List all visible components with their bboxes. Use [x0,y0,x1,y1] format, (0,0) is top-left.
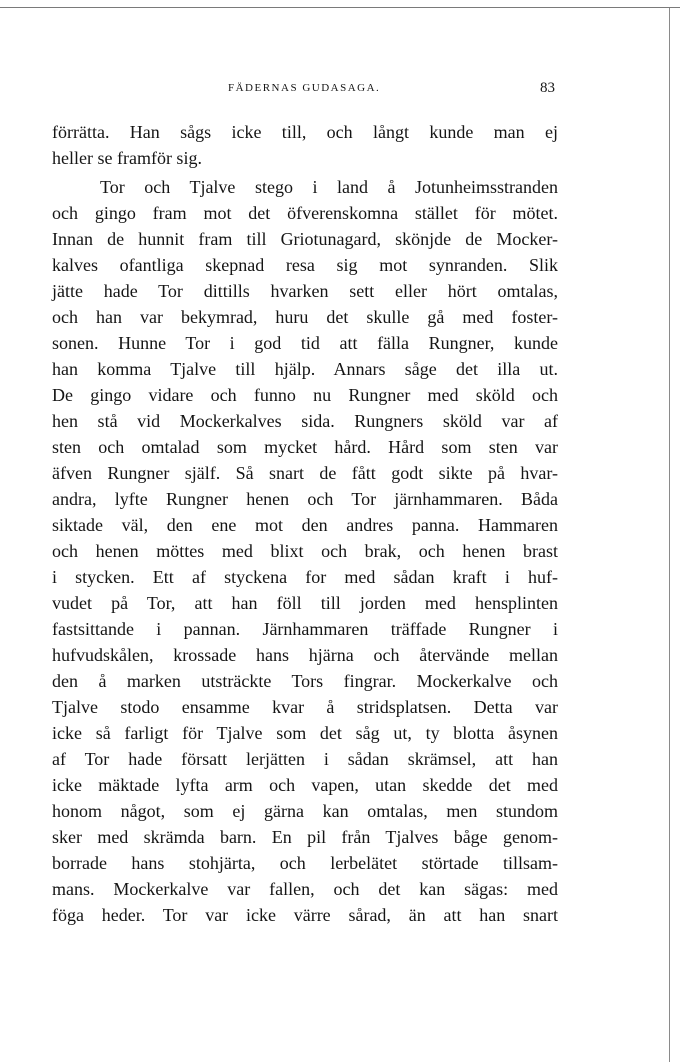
text-line-16: siktade väl, den ene mot den andres panna. Hammaren [52,515,558,535]
text-line-14: äfven Rungner själf. Så snart de fått godt sikte på hvar- [52,463,558,483]
text-line-1: förrätta. Han sågs icke till, och långt kunde man ej [52,122,558,142]
text-line-28: sker med skrämda barn. En pil från Tjalves båge genom- [52,827,558,847]
text-line-18: i stycken. Ett af styckena for med sådan kraft i huf- [52,567,558,587]
text-line-26: icke mäktade lyfta arm och vapen, utan skedde det med [52,775,558,795]
text-line-11: De gingo vidare och funno nu Rungner med sköld och [52,385,558,405]
text-line-2: heller se framför sig. [52,148,202,168]
text-line-19: vudet på Tor, att han föll till jorden med hensplinten [52,593,558,613]
running-head [0,80,680,104]
text-line-31: föga heder. Tor var icke värre sårad, än att han snart [52,905,558,925]
running-title: FÄDERNAS GUDASAGA. [228,82,381,94]
text-line-24: icke så farligt för Tjalve som det såg ut, ty blotta åsynen [52,723,558,743]
text-line-15: andra, lyfte Rungner henen och Tor järnhammaren. Båda [52,489,558,509]
scan-right-border [669,8,670,1062]
text-line-7: jätte hade Tor dittills hvarken sett eller hört omtalas, [52,281,558,301]
text-line-12: hen stå vid Mockerkalves sida. Rungners sköld var af [52,411,558,431]
text-line-13: sten och omtalad som mycket hård. Hård som sten var [52,437,558,457]
text-line-20: fastsittande i pannan. Järnhammaren träffade Rungner i [52,619,558,639]
text-line-9: sonen. Hunne Tor i god tid att fälla Rungner, kunde [52,333,558,353]
text-line-25: af Tor hade försatt lerjätten i sådan skrämsel, att han [52,749,558,769]
text-line-4: och gingo fram mot det öfverenskomna stället för mötet. [52,203,558,223]
text-line-30: mans. Mockerkalve var fallen, och det kan sägas: med [52,879,558,899]
text-line-5: Innan de hunnit fram till Griotunagard, skönjde de Mocker- [52,229,558,249]
text-line-21: hufvudskålen, krossade hans hjärna och återvände mellan [52,645,558,665]
text-line-6: kalves ofantliga skepnad resa sig mot synranden. Slik [52,255,558,275]
text-line-23: Tjalve stodo ensamme kvar å stridsplatsen. Detta var [52,697,558,717]
scan-top-border [0,7,680,8]
text-line-27: honom något, som ej gärna kan omtalas, men stundom [52,801,558,821]
text-line-8: och han var bekymrad, huru det skulle gå med foster- [52,307,558,327]
text-line-3: Tor och Tjalve stego i land å Jotunheimsstranden [100,177,558,197]
page-number: 83 [540,80,555,96]
text-line-10: han komma Tjalve till hjälp. Annars såge det illa ut. [52,359,558,379]
text-line-17: och henen möttes med blixt och brak, och henen brast [52,541,558,561]
text-line-22: den å marken utsträckte Tors fingrar. Mockerkalve och [52,671,558,691]
text-line-29: borrade hans stohjärta, och lerbelätet störtade tillsam- [52,853,558,873]
